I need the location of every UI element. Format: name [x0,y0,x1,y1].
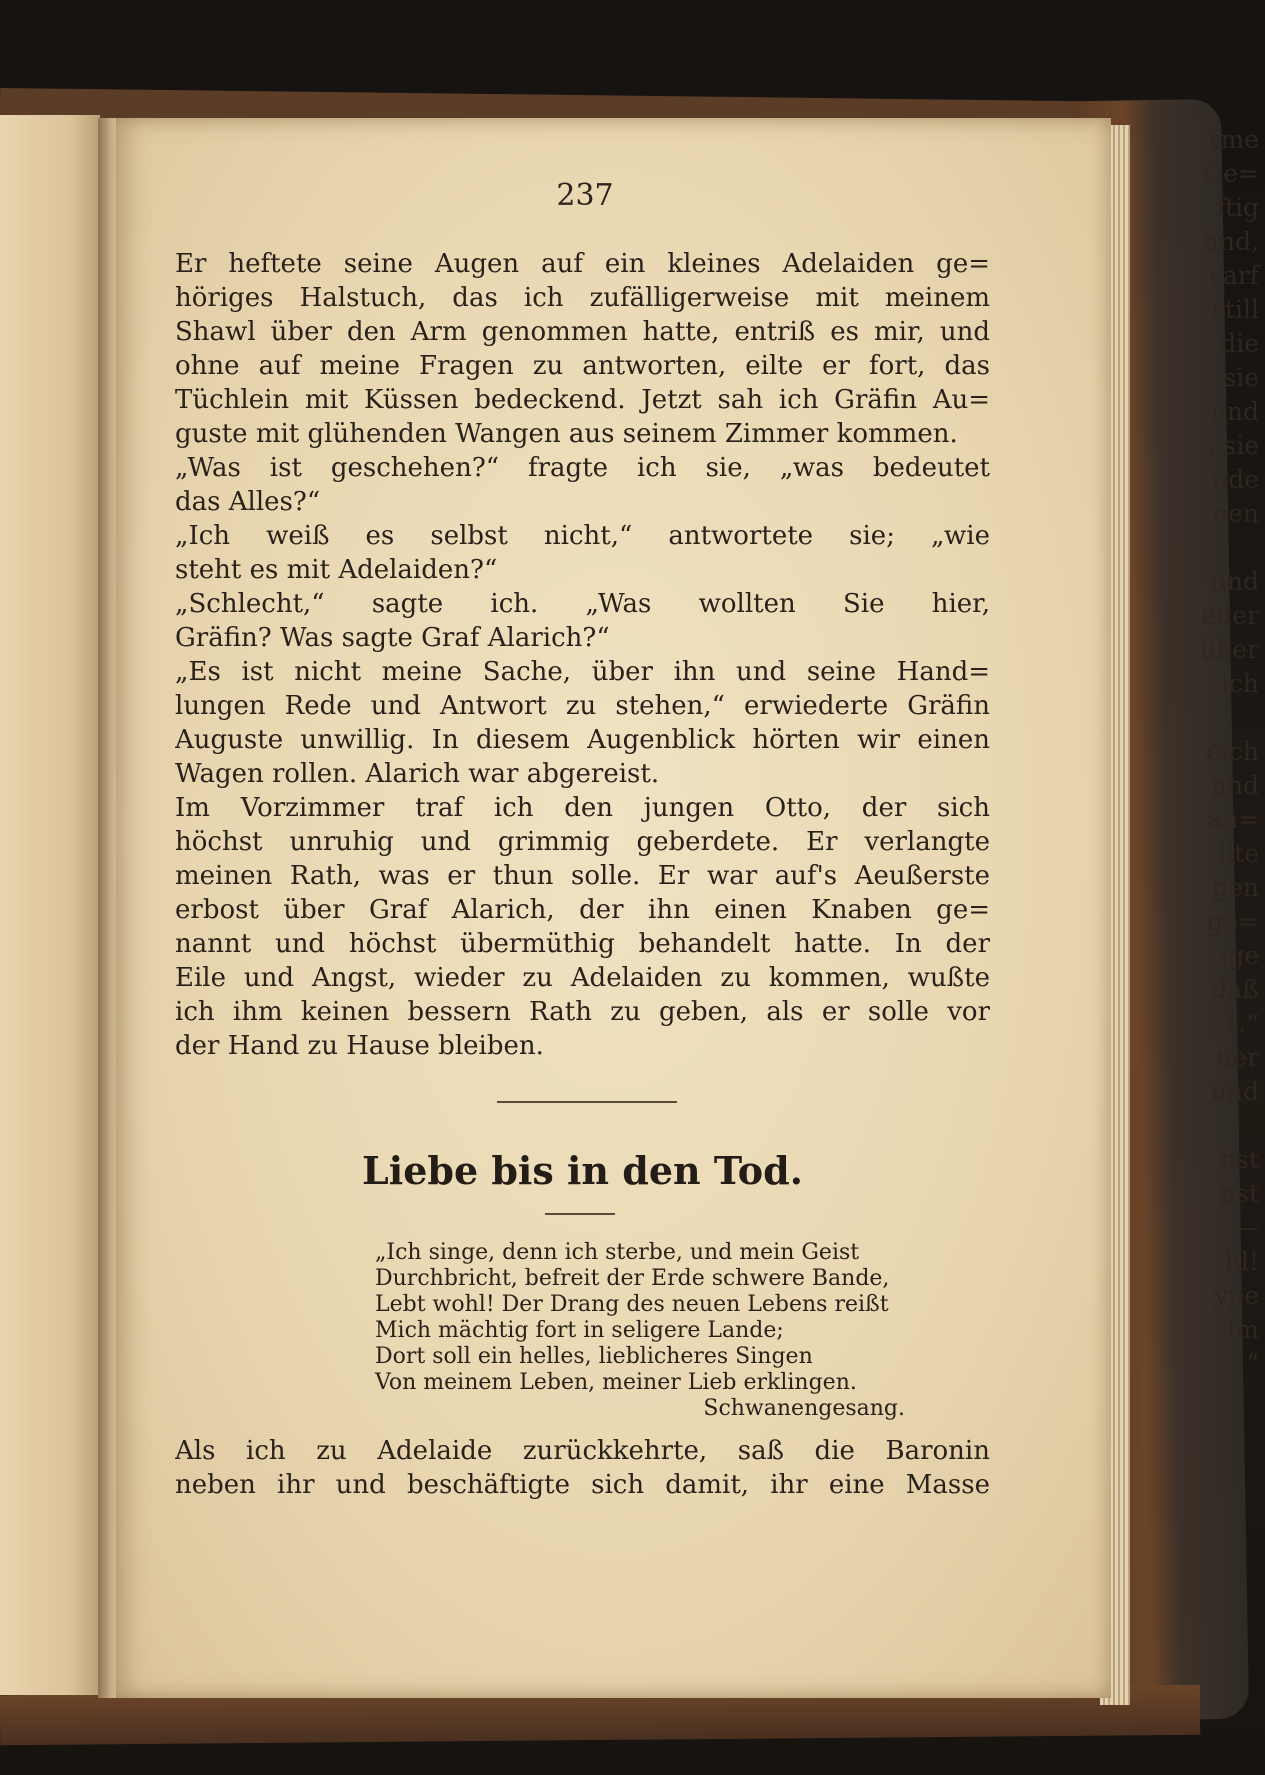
left-page-fragment: varf [1208,261,1259,290]
left-page-fragment: und [1210,1077,1259,1106]
text-line: Durchbricht, befreit der Erde schwere Bande, [375,1266,890,1291]
text-line: höriges Halstuch, das ich zufälligerweise mit meinem [175,283,990,313]
text-line: nannt und höchst übermüthig behandelt hatte. In der [175,929,990,959]
text-line: steht es mit Adelaiden?“ [175,555,498,585]
left-page-fragment: ge= [1207,907,1259,936]
left-page-fragment [1159,531,1259,565]
left-page-fragment: llte [1218,839,1259,868]
left-page-fragment: hl! [1224,1247,1259,1276]
left-page-fragment: an= [1207,805,1259,834]
left-page-fragment: “ [1246,1349,1259,1378]
left-page-fragment: eich [1206,737,1259,766]
text-line: Im Vorzimmer traf ich den jungen Otto, der sich [175,793,990,823]
text-line: erbost über Graf Alarich, der ihn einen Knaben ge= [175,895,990,925]
body-text [175,247,990,1063]
text-line: Gräfin? Was sagte Graf Alarich?“ [175,623,610,653]
text-line: Auguste unwillig. In diesem Augenblick hörten wir einen [175,725,990,755]
page-number: 237 [556,178,614,213]
left-page-fragment: und [1210,567,1259,596]
text-line: „Ich singe, denn ich sterbe, und mein Geist [375,1240,860,1265]
left-page-fragment: nen [1212,499,1259,528]
left-page-fragment [1159,701,1259,735]
left-page-fragment: daß [1211,975,1259,1004]
left-page-fragment: sie [1223,363,1259,392]
left-page-fragment: nst [1220,1145,1259,1174]
text-line: Mich mächtig fort in seligere Lande; [375,1318,784,1343]
text-line: der Hand zu Hause bleiben. [175,1031,544,1061]
left-page-fragment: ige [1220,941,1259,970]
left-page [0,115,100,1695]
text-line: „Schlecht,“ sagte ich. „Was wollten Sie hier, [175,589,990,619]
text-line: meinen Rath, was er thun solle. Er war auf's Aeußerste [175,861,990,891]
text-line: lungen Rede und Antwort zu stehen,“ erwiederte Gräfin [175,691,990,721]
text-line: neben ihr und beschäftigte sich damit, ihr eine Masse [175,1470,990,1500]
left-page-fragment: and [1211,771,1259,800]
text-line: ohne auf meine Fragen zu antworten, eilte er fort, das [175,351,990,381]
left-page-fragment [1159,1109,1259,1143]
text-line: Dort soll ein helles, lieblicheres Singen [375,1344,813,1369]
section-divider [497,1101,677,1103]
left-page-fragment: und [1210,397,1259,426]
left-page-fragment: eder [1201,601,1259,630]
text-line: Als ich zu Adelaide zurückkehrte, saß die Baronin [175,1436,990,1466]
left-page-text-fragments [1159,123,1259,1381]
left-page-fragment: , sie [1207,431,1259,460]
left-page-fragment: t.“ [1228,1009,1259,1038]
text-line: guste mit glühenden Wangen aus seinem Zimmer kommen. [175,419,958,449]
left-page-fragment: ftig [1215,193,1259,222]
text-line: „Es ist nicht meine Sache, über ihn und seine Hand= [175,657,990,687]
left-page-fragment: über [1200,635,1259,664]
text-line: „Ich weiß es selbst nicht,“ antwortete sie; „wie [175,521,990,551]
left-page-fragment: still [1212,295,1259,324]
closing-text [175,1434,990,1502]
text-line: höchst unruhig und grimmig geberdete. Er verlangte [175,827,990,857]
left-page-fragment: ype [1214,1281,1259,1310]
left-page-fragment: nst [1220,1179,1259,1208]
left-page-fragment: nde [1212,465,1259,494]
text-line: „Was ist geschehen?“ fragte ich sie, „was bedeutet [175,453,990,483]
text-line: Von meinem Leben, meiner Lieb erklingen. [375,1370,857,1395]
title-underline [545,1213,615,1215]
text-line: Shawl über den Arm genommen hatte, entriß es mir, und [175,317,990,347]
left-page-fragment: die [1220,329,1259,358]
poem-source: Schwanengesang. [703,1396,905,1421]
left-page-fragment: ich [1220,669,1259,698]
text-line: Eile und Angst, wieder zu Adelaiden zu kommen, wußte [175,963,990,993]
text-line: Lebt wohl! Der Drang des neuen Lebens reißt [375,1292,889,1317]
left-page-fragment: — [1234,1213,1259,1242]
left-page-fragment: uer [1216,1043,1259,1072]
chapter-title: Liebe bis in den Tod. [362,1148,803,1193]
text-line: Tüchlein mit Küssen bedeckend. Jetzt sah ich Gräfin Au= [175,385,990,415]
text-line: Er heftete seine Augen auf ein kleines Adelaiden ge= [175,249,990,279]
left-page-fragment: gen [1212,873,1259,902]
left-page-fragment: Ge= [1203,159,1259,188]
left-page-fragment: and, [1204,227,1259,256]
left-page-fragment: lm [1227,1315,1259,1344]
epigraph-poem [375,1240,985,1422]
text-line: Wagen rollen. Alarich war abgereist. [175,759,660,789]
text-line: das Alles?“ [175,487,321,517]
text-line: ich ihm keinen bessern Rath zu geben, als er solle vor [175,997,990,1027]
left-page-fragment: rme [1208,125,1259,154]
